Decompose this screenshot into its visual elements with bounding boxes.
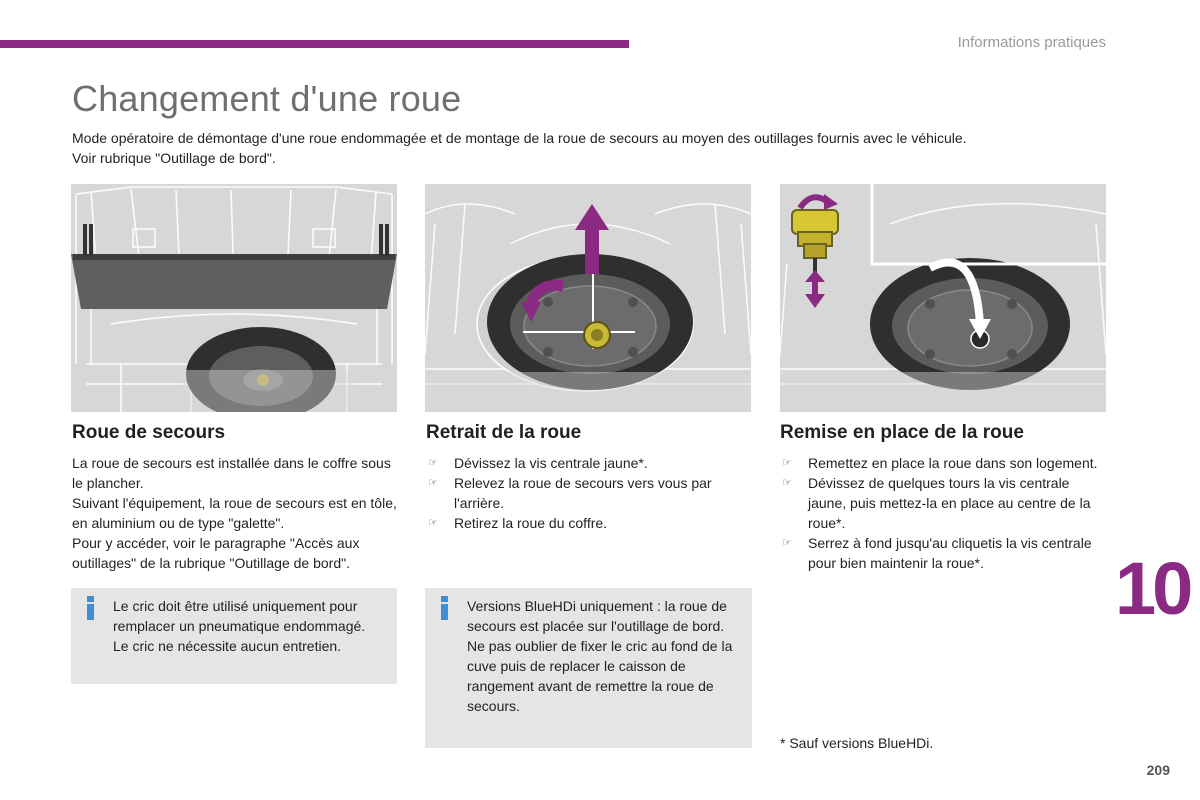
page-title: Changement d'une roue: [72, 78, 462, 119]
list-item-text: Relevez la roue de secours vers vous par l'arrière.: [454, 475, 712, 511]
wheel-removal-illustration: [425, 184, 751, 412]
list-item-text: Dévissez de quelques tours la vis centrale jaune, puis mettez-la en place au centre de la roue*.: [808, 475, 1091, 531]
info-line: Le cric doit être utilisé uniquement pour remplacer un pneumatique endommagé.: [113, 598, 366, 634]
info-line: Ne pas oublier de fixer le cric au fond de la cuve puis de replacer le caisson de rangement avant de remettre la roue de secours.: [467, 638, 733, 714]
spare-wheel-in-boot-illustration: [71, 184, 397, 412]
refit-steps-list: [780, 453, 1110, 573]
intro-line: Voir rubrique "Outillage de bord".: [72, 150, 276, 166]
wheel-refit-illustration: [780, 184, 1106, 412]
pointing-hand-icon: ☞: [782, 477, 792, 489]
info-line: Le cric ne nécessite aucun entretien.: [113, 638, 342, 654]
wheel-removal-section: [426, 422, 752, 533]
info-box-jack: [71, 588, 397, 684]
page-number: 209: [1146, 762, 1170, 778]
list-item: [780, 453, 1110, 473]
info-icon: [440, 596, 449, 620]
pointing-hand-icon: ☞: [782, 537, 792, 549]
list-item: [426, 453, 752, 473]
list-item: [426, 473, 752, 513]
intro-text: [72, 128, 1132, 168]
list-item-text: Dévissez la vis centrale jaune*.: [454, 455, 648, 471]
header-accent-bar: [0, 40, 629, 48]
section-heading: Retrait de la roue: [426, 422, 582, 443]
intro-line: Mode opératoire de démontage d'une roue endommagée et de montage de la roue de secours au moyen des outillages fournis avec le véhicule.: [72, 130, 967, 146]
pointing-hand-icon: ☞: [428, 517, 438, 529]
wheel-refit-section: [780, 422, 1110, 573]
section-title: Informations pratiques: [957, 34, 1106, 51]
section-heading: Remise en place de la roue: [780, 422, 1024, 443]
chapter-number: 10: [1115, 547, 1190, 630]
list-item-text: Serrez à fond jusqu'au cliquetis la vis centrale pour bien maintenir la roue*.: [808, 535, 1092, 571]
pointing-hand-icon: ☞: [428, 457, 438, 469]
section-heading: Roue de secours: [72, 422, 226, 443]
pointing-hand-icon: ☞: [428, 477, 438, 489]
footnote: * Sauf versions BlueHDi.: [780, 735, 934, 751]
removal-steps-list: [426, 453, 752, 533]
list-item: [780, 473, 1110, 533]
info-icon: [86, 596, 95, 620]
paragraph: Suivant l'équipement, la roue de secours est en tôle, en aluminium ou de type "galette".: [72, 495, 397, 531]
pointing-hand-icon: ☞: [782, 457, 792, 469]
spare-wheel-section: [72, 422, 400, 573]
info-line: Versions BlueHDi uniquement : la roue de secours est placée sur l'outillage de bord.: [467, 598, 727, 634]
paragraph: Pour y accéder, voir le paragraphe "Accès aux outillages" de la rubrique "Outillage de bord".: [72, 535, 360, 571]
list-item-text: Retirez la roue du coffre.: [454, 515, 608, 531]
list-item: [780, 533, 1110, 573]
paragraph: La roue de secours est installée dans le coffre sous le plancher.: [72, 455, 391, 491]
list-item-text: Remettez en place la roue dans son logement.: [808, 455, 1098, 471]
info-box-bluehdi: [425, 588, 752, 748]
list-item: [426, 513, 752, 533]
